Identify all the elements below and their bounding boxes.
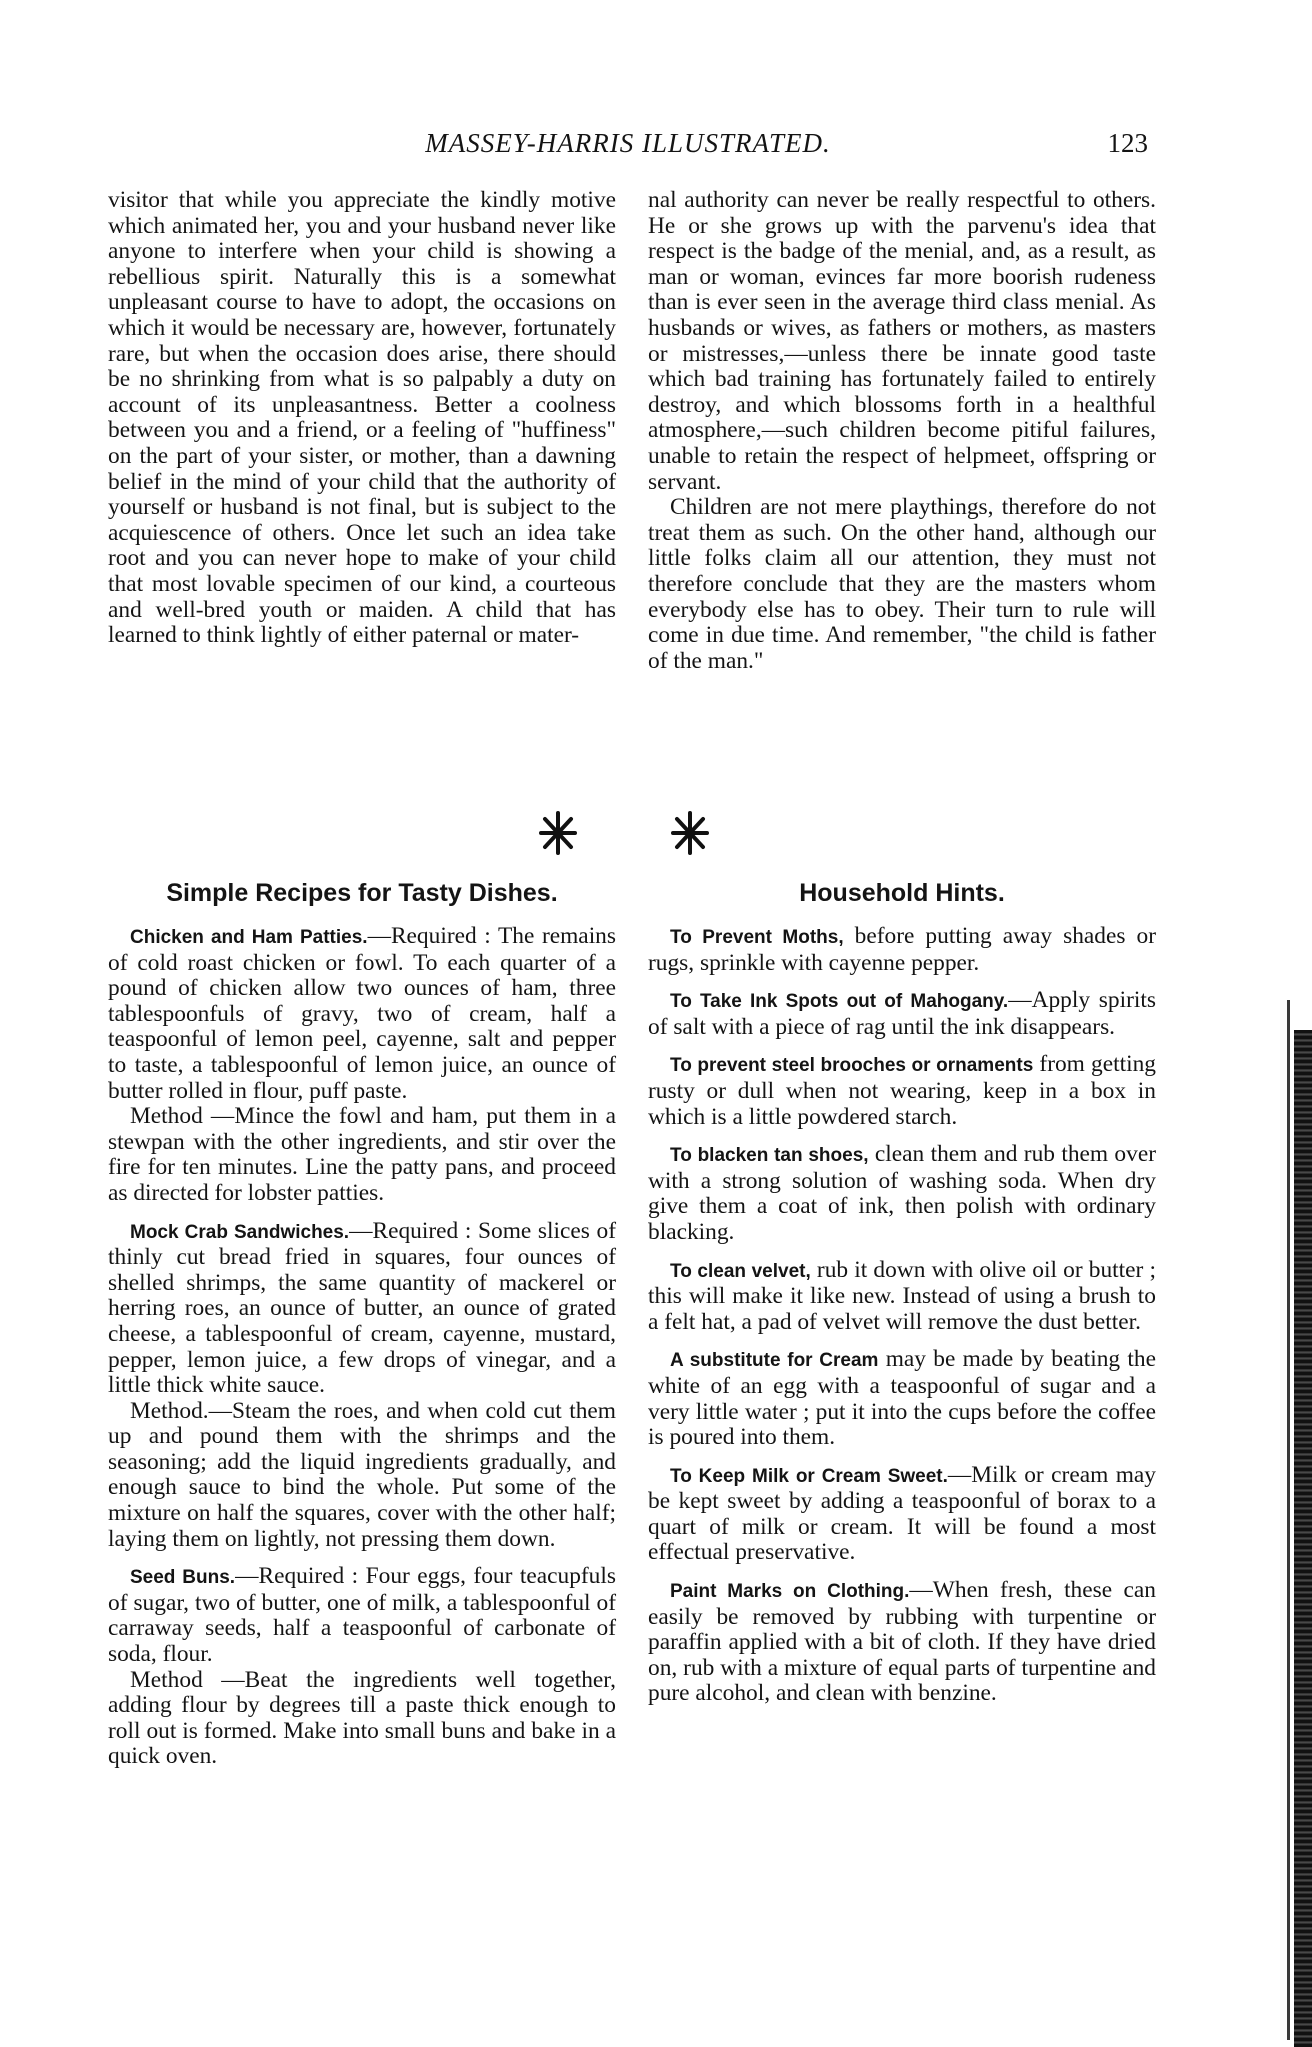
hint-text: before putting away shades or rugs, sprinkle with cayenne pepper. [648, 923, 1156, 976]
scan-binding-line [1287, 1000, 1290, 2040]
hint-entry [648, 924, 1156, 976]
hint-entry [648, 1052, 1156, 1130]
hint-name: A substitute for Cream [670, 1350, 879, 1372]
hint-paragraph [648, 1258, 1156, 1336]
page-header [108, 128, 1148, 168]
hint-entry [648, 1578, 1156, 1707]
recipe-paragraph [108, 1564, 616, 1667]
article-column-right [648, 188, 1156, 674]
asterisk-star-icon [538, 808, 578, 858]
recipe-method: Method —Beat the ingredients well together, adding flour by degrees till a paste thick enough to roll out is formed. Make into small buns and bake in a quick oven. [108, 1666, 616, 1770]
recipe-method: Method —Mince the fowl and ham, put them in a stewpan with the other ingredients, and stir over the fire for ten minutes. Line the patty pans, and proceed as directed for lobster patties. [108, 1103, 616, 1206]
scan-binding-edge [1294, 1030, 1312, 2047]
recipe-entry [108, 1564, 616, 1770]
hint-name: To Take Ink Spots out of Mahogany. [670, 991, 1009, 1013]
recipe-paragraph [108, 1219, 616, 1399]
hint-paragraph [648, 924, 1156, 976]
section-divider [0, 808, 1312, 858]
recipes-column [108, 924, 616, 1782]
hint-text: —Milk or cream may be kept sweet by adding a teaspoonful of borax to a quart of milk or cream. It will be found a most effectual preservative. [648, 1461, 1156, 1566]
hint-text: may be made by beating the white of an egg with a teaspoonful of sugar and a very little water ; put it into the cups before the coffee is poured into them. [648, 1346, 1156, 1451]
hints-column [648, 924, 1156, 1719]
hint-entry [648, 1347, 1156, 1450]
recipe-text: —Required : Four eggs, four teacupfuls of sugar, two of butter, one of milk, a tablespoonful of carraway seeds, half a teaspoonful of carbonate of soda, flour. [108, 1563, 616, 1668]
recipe-name: Seed Buns. [130, 1567, 236, 1589]
hint-name: To Prevent Moths, [670, 927, 844, 948]
recipe-name: Mock Crab Sandwiches. [130, 1221, 350, 1243]
hint-paragraph [648, 1142, 1156, 1245]
article-paragraph: Children are not mere playthings, therefore do not treat them as such. On the other hand, although our little folks claim all our attention, they must not therefore conclude that they are the masters whom everybody else has to obey. Their turn to rule will come in due time. And remember, "the child is father of the man." [648, 494, 1156, 674]
recipe-entry [108, 1219, 616, 1553]
hint-name: To clean velvet, [670, 1260, 811, 1282]
hint-paragraph [648, 988, 1156, 1040]
running-head: MASSEY-HARRIS ILLUSTRATED. [425, 128, 831, 158]
hint-name: Paint Marks on Clothing. [670, 1581, 910, 1603]
recipes-section-title: Simple Recipes for Tasty Dishes. [166, 879, 558, 907]
recipe-paragraph [108, 924, 616, 1104]
hint-text: —Apply spirits of salt with a piece of rag until the ink disappears. [648, 987, 1156, 1040]
hint-paragraph [648, 1578, 1156, 1707]
hint-name: To Keep Milk or Cream Sweet. [670, 1465, 948, 1487]
recipe-entry [108, 924, 616, 1207]
hint-text: —When fresh, these can easily be removed by rubbing with turpentine or paraffin applied with a bit of cloth. If they have dried on, rub with a mixture of equal parts of turpentine and pure alcohol, and clean with benzine. [648, 1577, 1156, 1707]
hint-text: from getting rusty or dull when not wearing, keep in a box in which is a little powdered starch. [648, 1051, 1156, 1130]
hints-section-title: Household Hints. [799, 879, 1005, 907]
hint-text: rub it down with olive oil or butter ; this will make it like new. Instead of using a brush to a felt hat, a pad of velvet will remove the dust better. [648, 1256, 1156, 1335]
asterisk-star-icon [670, 808, 710, 858]
recipe-name: Chicken and Ham Patties. [130, 927, 368, 948]
recipe-text: —Required : Some slices of thinly cut bread fried in squares, four ounces of shelled shrimps, the same quantity of mackerel or herring roes, an ounce of butter, an ounce of grated cheese, a tablespoonful of cream, cayenne, mustard, pepper, lemon juice, a few drops of vinegar, and a little thick white sauce. [108, 1217, 616, 1399]
recipe-text: —Required : The remains of cold roast chicken or fowl. To each quarter of a pound of chicken allow two ounces of ham, three tablespoonfuls of gravy, two of cream, half a teaspoonful of lemon peel, cayenne, salt and pepper to taste, a tablespoonful of lemon juice, an ounce of butter rolled in flour, puff paste. [108, 923, 616, 1104]
article-paragraph: nal authority can never be really respectful to others. He or she grows up with the parvenu's idea that respect is the badge of the menial, and, as a result, as man or woman, evinces far more boorish rudeness than is ever seen in the average third class menial. As husbands or wives, as fathers or mothers, as masters or mistresses,—unless there be innate good taste which bad training has fortunately failed to entirely destroy, and which blossoms forth in a healthful atmosphere,—such children become pitiful failures, unable to retain the respect of helpmeet, offspring or servant. [648, 187, 1156, 495]
article-column-left [108, 188, 616, 649]
hint-name: To prevent steel brooches or ornaments [670, 1055, 1034, 1077]
page-number: 123 [1107, 128, 1148, 158]
hint-paragraph [648, 1052, 1156, 1130]
hint-entry [648, 1258, 1156, 1336]
hint-entry [648, 1142, 1156, 1245]
article-paragraph: visitor that while you appreciate the kindly motive which animated her, you and your husband never like anyone to interfere when your child is showing a rebellious spirit. Naturally this is a somewhat unpleasant course to have to adopt, the occasions on which it would be necessary are, however, fortunately rare, but when the occasion does arise, there should be no shrinking from what is so palpably a duty on account of its unpleasantness. Better a coolness between you and a friend, or a feeling of "huffiness" on the part of your sister, or mother, than a dawning belief in the mind of your child that the authority of yourself or husband is not final, but is subject to the acquiescence of others. Once let such an idea take root and you can never hope to make of your child that most lovable specimen of our kind, a courteous and well-bred youth or maiden. A child that has learned to think lightly of either paternal or mater- [108, 187, 616, 649]
hint-text: clean them and rub them over with a strong solution of washing soda. When dry give them a coat of ink, then polish with ordinary blacking. [648, 1141, 1156, 1245]
hint-entry [648, 988, 1156, 1040]
hint-entry [648, 1463, 1156, 1566]
hint-paragraph [648, 1463, 1156, 1566]
hint-name: To blacken tan shoes, [670, 1145, 869, 1167]
hint-paragraph [648, 1347, 1156, 1450]
recipe-method: Method.—Steam the roes, and when cold cut them up and pound them with the shrimps and the seasoning; add the liquid ingredients gradually, and enough sauce to bind the whole. Put some of the mixture on half the squares, cover with the other half; laying them on lightly, not pressing them down. [108, 1397, 616, 1552]
